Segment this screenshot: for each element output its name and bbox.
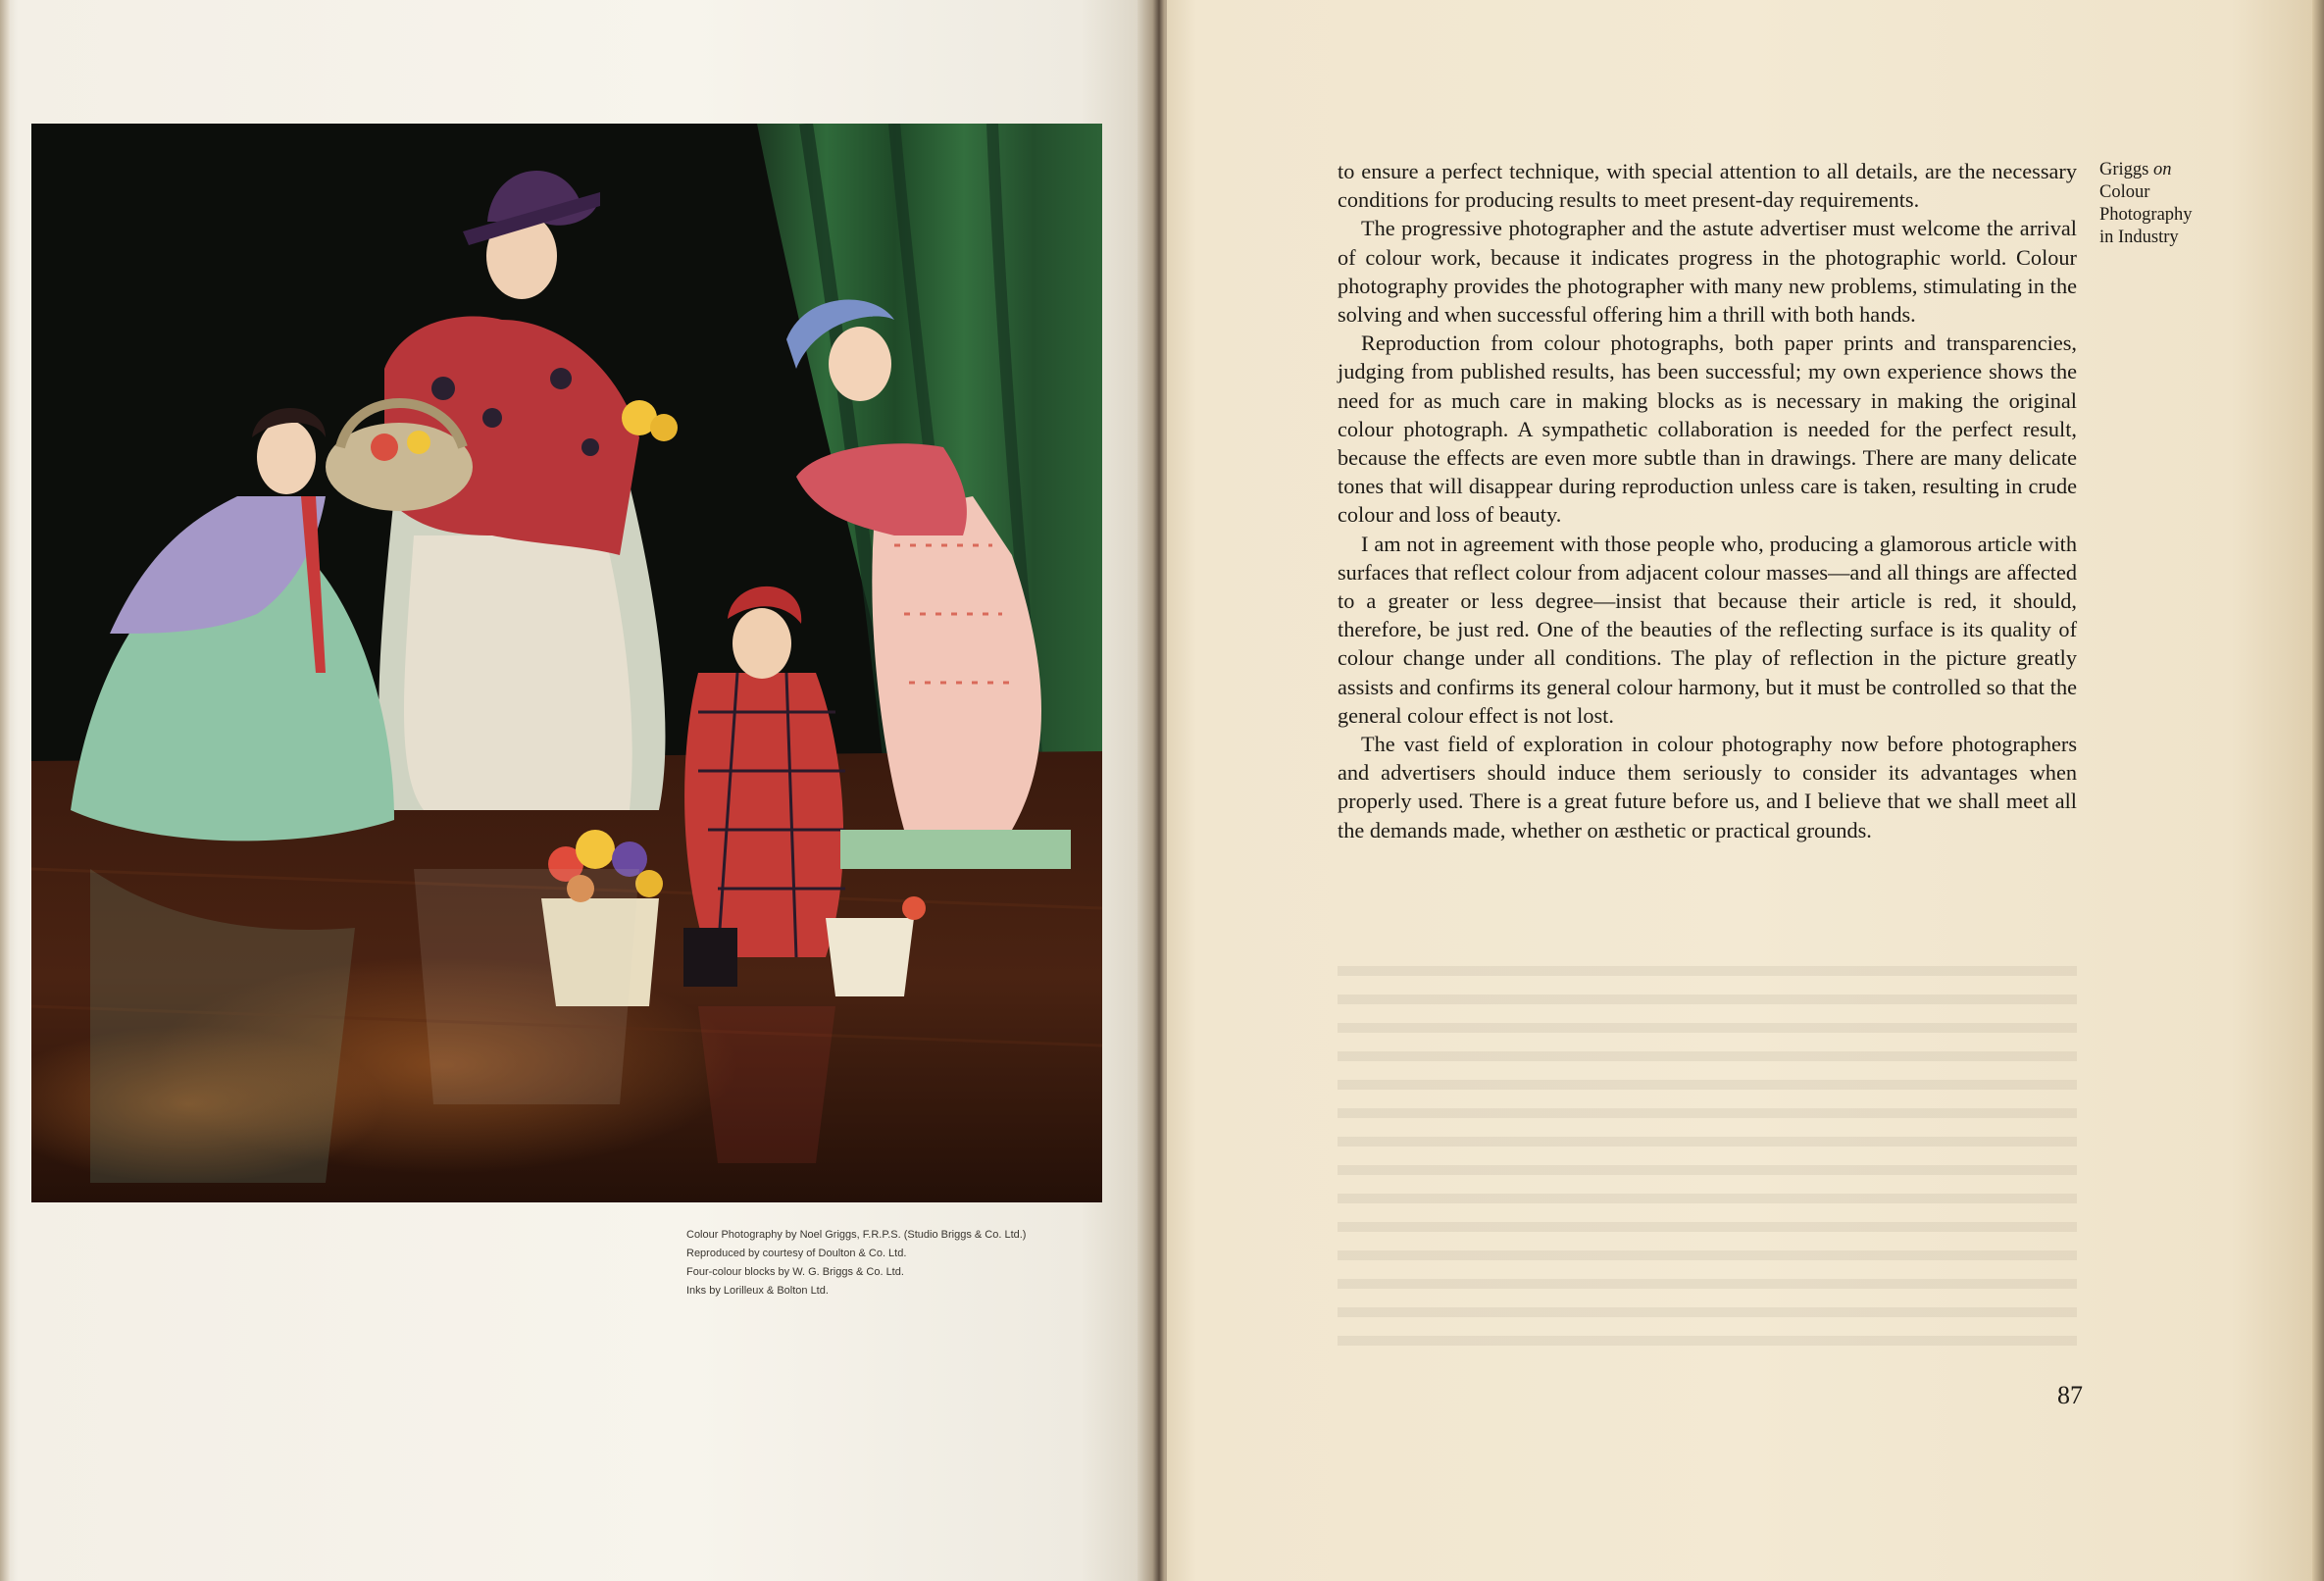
caption-line-courtesy: Reproduced by courtesy of Doulton & Co. Ltd. xyxy=(686,1248,907,1259)
margin-note-line3: Photography xyxy=(2099,205,2193,225)
margin-note-italic: on xyxy=(2153,160,2172,179)
photo-caption xyxy=(686,1226,1118,1300)
paragraph-3: Reproduction from colour photographs, both paper prints and transparencies, judging from published results, has been successful; my own experience shows the need for as much care in making blocks as is necessary in making the original colour photograph. A sympathetic collaboration is needed for the perfect result, because the effects are even more subtle than in drawings. There are many delicate tones that will disappear during reproduction unless care is taken, resulting in crude colour and loss of beauty. xyxy=(1338,331,2077,528)
paragraph-5: The vast field of exploration in colour photography now before photographers and advertisers should induce them seriously to consider its advantages when properly used. There is a great future before us, and I believe that we shall meet all the demands made, whether on æsthetic or practical grounds. xyxy=(1338,732,2077,842)
article-body xyxy=(1338,157,2077,844)
left-page-edge xyxy=(0,0,10,1581)
paragraph-4: I am not in agreement with those people who, producing a glamorous article with surfaces that reflect colour from adjacent colour masses—and all things are affected to a greater or less degree—insist that because their article is red, it should, therefore, be just red. One of the beauties of the reflecting surface is its quality of colour change under all conditions. The play of reflection in the picture greatly assists and confirms its general colour harmony, but it must be controlled so that the general colour effect is not lost. xyxy=(1338,531,2077,728)
reverse-page-show-through xyxy=(1338,966,2077,1358)
figurines-colour-photograph xyxy=(31,124,1102,1202)
margin-note-line4: in Industry xyxy=(2099,228,2179,247)
photograph-illustration xyxy=(31,124,1102,1202)
right-page-edge xyxy=(2312,0,2324,1581)
margin-running-head xyxy=(2099,159,2217,249)
caption-line-inks: Inks by Lorilleux & Bolton Ltd. xyxy=(686,1285,829,1297)
caption-line-blocks: Four-colour blocks by W. G. Briggs & Co. Ltd. xyxy=(686,1266,904,1278)
paragraph-2: The progressive photographer and the astute advertiser must welcome the arrival of colour work, because it indicates progress in the photographic world. Colour photography provides the photographer with many new problems, stimulating in the solving and when successful offering him a thrill with both hands. xyxy=(1338,216,2077,328)
paragraph-1: to ensure a perfect technique, with special attention to all details, are the necessary conditions for producing results to meet present-day requirements. xyxy=(1338,159,2077,213)
margin-note-line2: Colour xyxy=(2099,182,2150,202)
caption-line-photographer: Colour Photography by Noel Griggs, F.R.P.S. (Studio Briggs & Co. Ltd.) xyxy=(686,1229,1027,1241)
margin-note-line1: Griggs xyxy=(2099,160,2149,179)
left-page xyxy=(0,0,1149,1581)
page-number: 87 xyxy=(2057,1381,2083,1409)
